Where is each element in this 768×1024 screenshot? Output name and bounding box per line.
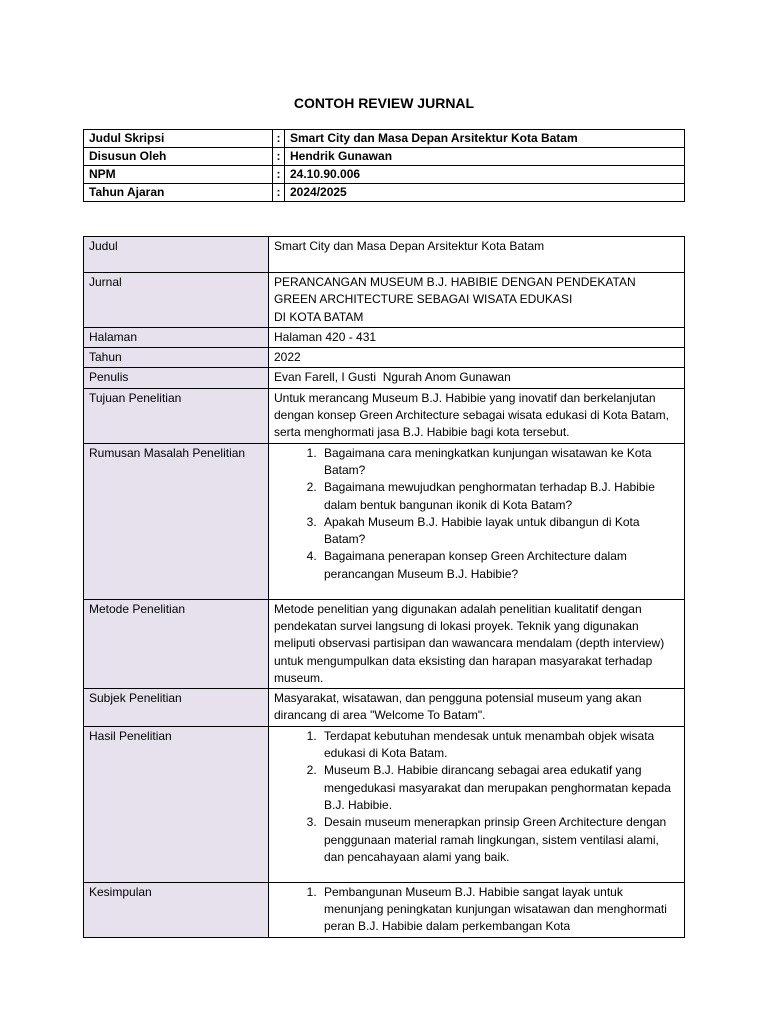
review-label: Tahun xyxy=(84,348,269,368)
jurnal-line: PERANCANGAN MUSEUM B.J. HABIBIE DENGAN PENDEKATAN xyxy=(274,275,636,289)
review-label: Subjek Penelitian xyxy=(84,689,269,727)
review-row-subjek xyxy=(84,689,685,727)
review-value: 2022 xyxy=(269,348,685,368)
review-value: Smart City dan Masa Depan Arsitektur Kota Batam xyxy=(269,237,685,273)
review-value xyxy=(269,726,685,882)
review-label: Kesimpulan xyxy=(84,882,269,937)
review-row-metode xyxy=(84,599,685,688)
review-label: Metode Penelitian xyxy=(84,599,269,688)
info-label: Tahun Ajaran xyxy=(84,184,273,202)
review-value xyxy=(269,273,685,328)
info-row xyxy=(84,184,685,202)
info-colon: : xyxy=(273,184,285,202)
review-table xyxy=(83,236,685,938)
review-row-tahun xyxy=(84,348,685,368)
info-colon: : xyxy=(273,148,285,166)
review-row-tujuan xyxy=(84,388,685,443)
review-row-halaman xyxy=(84,327,685,347)
info-value: Hendrik Gunawan xyxy=(285,148,685,166)
review-label: Penulis xyxy=(84,368,269,388)
info-colon: : xyxy=(273,130,285,148)
review-label: Hasil Penelitian xyxy=(84,726,269,882)
review-label: Rumusan Masalah Penelitian xyxy=(84,443,269,599)
info-value: 24.10.90.006 xyxy=(285,166,685,184)
review-label: Halaman xyxy=(84,327,269,347)
info-value: 2024/2025 xyxy=(285,184,685,202)
list-item: 2. Bagaimana mewujudkan penghormatan terhadap B.J. Habibie dalam bentuk bangunan ikonik di Kota Batam? xyxy=(320,479,679,514)
review-value: Halaman 420 - 431 xyxy=(269,327,685,347)
document-title: CONTOH REVIEW JURNAL xyxy=(293,95,475,111)
review-row-judul xyxy=(84,237,685,273)
review-row-kesimpulan xyxy=(84,882,685,937)
jurnal-line: DI KOTA BATAM xyxy=(274,309,364,324)
info-table xyxy=(83,129,685,202)
review-row-hasil xyxy=(84,726,685,882)
rumusan-list xyxy=(274,445,679,583)
jurnal-line: GREEN ARCHITECTURE SEBAGAI WISATA EDUKASI xyxy=(274,292,573,307)
review-value xyxy=(269,882,685,937)
review-label: Judul xyxy=(84,237,269,273)
review-label: Jurnal xyxy=(84,273,269,328)
info-colon: : xyxy=(273,166,285,184)
review-value: Untuk merancang Museum B.J. Habibie yang inovatif dan berkelanjutan dengan konsep Green Architecture sebagai wisata edukasi di Kota Batam, serta menghormati jasa B.J. Habibie bagi kota tersebut. xyxy=(269,388,685,443)
review-value: Metode penelitian yang digunakan adalah penelitian kualitatif dengan pendekatan survei langsung di lokasi proyek. Teknik yang digunakan meliputi observasi partisipan dan wawancara mendalam (depth interview) untuk mengumpulkan data eksisting dan harapan masyarakat terhadap museum. xyxy=(269,599,685,688)
review-value xyxy=(269,443,685,599)
info-row xyxy=(84,148,685,166)
info-value: Smart City dan Masa Depan Arsitektur Kota Batam xyxy=(285,130,685,148)
list-item: 1. Pembangunan Museum B.J. Habibie sangat layak untuk menunjang peningkatan kunjungan wisatawan dan menghormati peran B.J. Habibie dalam perkembangan Kota xyxy=(320,884,679,936)
info-row xyxy=(84,166,685,184)
review-row-penulis xyxy=(84,368,685,388)
info-label: Judul Skripsi xyxy=(84,130,273,148)
list-item: 2. Museum B.J. Habibie dirancang sebagai area edukatif yang mengedukasi masyarakat dan merupakan penghormatan kepada B.J. Habibie. xyxy=(320,762,679,814)
kesimpulan-list xyxy=(274,884,679,936)
list-item: 1. Bagaimana cara meningkatkan kunjungan wisatawan ke Kota Batam? xyxy=(320,445,679,480)
list-item: 4. Bagaimana penerapan konsep Green Architecture dalam perancangan Museum B.J. Habibie? xyxy=(320,548,679,583)
review-value: Evan Farell, I Gusti Ngurah Anom Gunawan xyxy=(269,368,685,388)
info-row xyxy=(84,130,685,148)
info-label: NPM xyxy=(84,166,273,184)
review-row-rumusan xyxy=(84,443,685,599)
list-item: 3. Apakah Museum B.J. Habibie layak untuk dibangun di Kota Batam? xyxy=(320,514,679,549)
list-item: 1. Terdapat kebutuhan mendesak untuk menambah objek wisata edukasi di Kota Batam. xyxy=(320,728,679,763)
info-label: Disusun Oleh xyxy=(84,148,273,166)
list-item: 3. Desain museum menerapkan prinsip Green Architecture dengan penggunaan material ramah lingkungan, sistem ventilasi alami, dan pencahayaan alami yang baik. xyxy=(320,814,679,866)
review-label: Tujuan Penelitian xyxy=(84,388,269,443)
review-row-jurnal xyxy=(84,273,685,328)
review-value: Masyarakat, wisatawan, dan pengguna potensial museum yang akan dirancang di area "Welcome To Batam". xyxy=(269,689,685,727)
hasil-list xyxy=(274,728,679,866)
